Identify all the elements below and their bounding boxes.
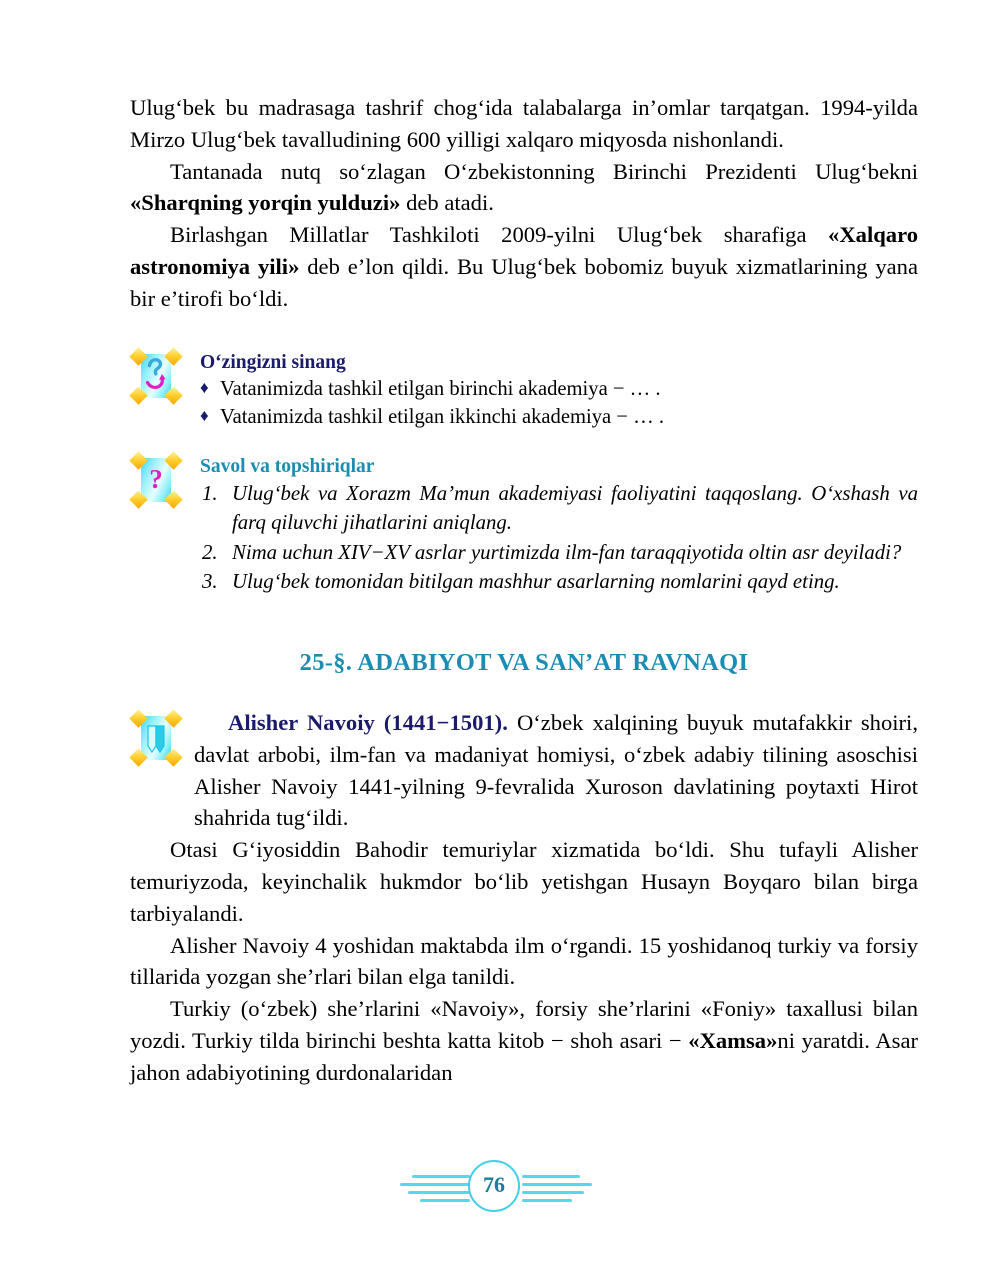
page-content — [130, 92, 918, 1089]
lesson-lead — [130, 707, 918, 834]
open-book-shield-icon — [130, 711, 182, 765]
icon-glyph-question-mark — [141, 458, 171, 502]
paragraph-lesson-2: Alisher Navoiy 4 yoshidan maktabda ilm o‘rgandi. 15 yoshidanoq turkiy va forsiy tillarida yozgan she’rlari bilan elga tanildi. — [130, 932, 918, 990]
ornament-bars-right — [520, 1160, 598, 1212]
self-check-body — [200, 349, 918, 431]
paragraph-intro-1: Ulug‘bek bu madrasaga tashrif chog‘ida talabalarga in’omlar tarqatgan. 1994-yilda Mirzo Ulug‘bek tavalludining 600 yilligi xalqaro miqyosda nishonlandi. — [130, 95, 918, 152]
footer-ornament — [396, 1152, 596, 1214]
list-item: Nima uchun XIV−XV asrlar yurtimizda ilm-fan taraqqiyotida oltin asr deyiladi? — [232, 540, 902, 564]
list-item: Ulug‘bek va Xorazm Ma’mun akademiyasi faoliyatini taqqoslang. O‘xshash va farq qiluvchi jihatlarini aniqlang. — [232, 481, 918, 535]
svg-text:?: ? — [149, 463, 163, 494]
paragraph-intro-3-tail: deb e’lon qildi. Bu Ulug‘bek bobomiz buyuk xizmatlarining yana bir e’tirofi bo‘ldi. — [130, 253, 918, 311]
list-item: ♦ Vatanimizda tashkil etilgan ikkinchi akademiya − … . — [200, 403, 918, 431]
quote-sharqning-yorqin-yulduzi: «Sharqning yorqin yulduzi» — [130, 190, 401, 216]
lesson-lead-text: O‘zbek xalqining buyuk mutafakkir shoiri, davlat arbobi, ilm-fan va madaniyat homiysi, o‘zbek adabiy tilining asoschisi Alisher Navoiy 1441-yilning 9-fevralida Xuroson davlatining poytaxti Hirot shahrida tug‘ildi. — [194, 709, 918, 831]
spacer — [130, 597, 918, 649]
page-footer — [0, 1152, 992, 1214]
icon-glyph-question-swoosh — [141, 354, 171, 398]
spacer — [130, 431, 918, 453]
paragraph-intro-2-tail: deb atadi. — [400, 190, 494, 216]
questions-title: Savol va topshiriqlar — [200, 455, 375, 477]
paragraph-lesson-1: Otasi G‘iyosiddin Bahodir temuriylar xizmatida bo‘ldi. Shu tufayli Alisher temuriyzoda, keyinchalik hukmdor bo‘lib yetishgan Husayn Boyqaro bilan birga tarbiyalandi. — [130, 837, 918, 926]
work-title-xamsa: «Xamsa» — [688, 1027, 778, 1053]
self-check-title: O‘zingizni sinang — [200, 351, 346, 373]
question-swoosh-icon — [130, 349, 182, 403]
figure-name-alisher-navoiy: Alisher Navoiy (1441−1501). — [228, 709, 508, 735]
quote-xalqaro-astronomiya-yili: «Xalqaro astronomiya yili» — [130, 222, 918, 279]
paragraph-lesson-3 — [130, 993, 918, 1088]
ornament-bars-left — [394, 1160, 472, 1212]
self-check-list — [200, 375, 918, 431]
lesson-lead-paragraph — [130, 707, 918, 834]
chapter-heading: 25-§. ADABIYOT VA SAN’AT RAVNAQI — [299, 648, 749, 676]
page-number: 76 — [483, 1172, 505, 1197]
paragraph-intro-2 — [130, 156, 918, 220]
question-mark-icon — [130, 453, 182, 507]
paragraph-lesson-3-tail: ni yaratdi. Asar jahon adabiyotining durdonalaridan — [130, 1027, 918, 1085]
self-check-section — [130, 349, 918, 431]
spacer — [130, 315, 918, 349]
spacer — [130, 677, 918, 707]
list-item: Ulug‘bek tomonidan bitilgan mashhur asarlarning nomlarini qayd eting. — [232, 570, 840, 594]
paragraph-lesson-3-head: Turkiy (o‘zbek) she’rlarini «Navoiy», forsiy she’rlarini «Foniy» taxallusi bilan yozdi. Turkiy tilda birinchi beshta katta kitob − shoh asari − — [130, 996, 918, 1053]
paragraph-intro-3 — [130, 219, 918, 314]
paragraph-intro-3-head: Birlashgan Millatlar Tashkiloti 2009-yilni Ulug‘bek sharafiga — [170, 222, 829, 248]
paragraph-intro-2-head: Tantanada nutq so‘zlagan O‘zbekistonning Birinchi Prezidenti Ulug‘bekni — [170, 158, 918, 184]
questions-section — [130, 453, 918, 597]
questions-body — [200, 453, 918, 597]
questions-list — [200, 479, 918, 597]
list-item: ♦ Vatanimizda tashkil etilgan birinchi akademiya − … . — [200, 375, 918, 403]
